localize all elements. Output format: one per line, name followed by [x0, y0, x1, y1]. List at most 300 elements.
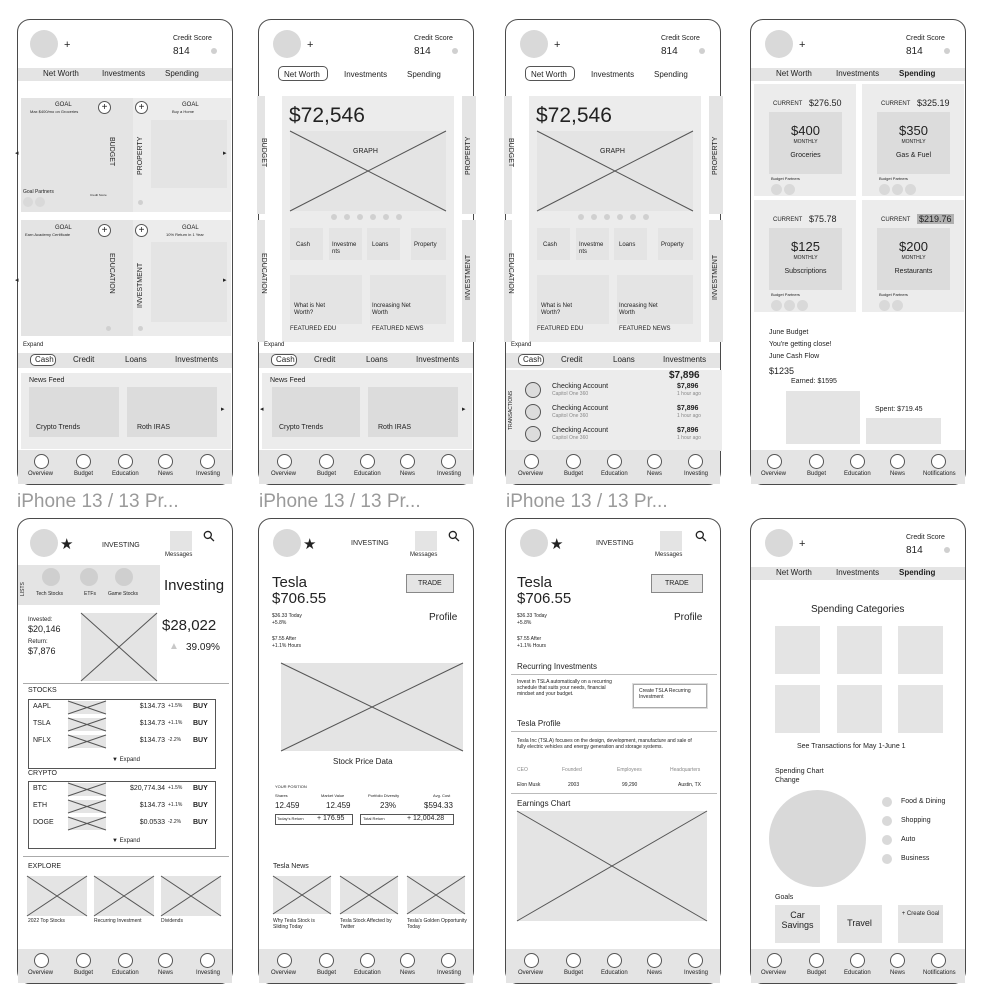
transaction-name[interactable]: Checking Account — [552, 405, 609, 412]
tab-credit[interactable]: Credit — [73, 355, 95, 364]
transaction-name[interactable]: Checking Account — [552, 427, 609, 434]
expand-link[interactable]: Expand — [23, 342, 44, 348]
avatar[interactable] — [520, 30, 548, 58]
featured-news-label: FEATURED NEWS — [619, 326, 671, 332]
trade-button[interactable] — [651, 574, 703, 593]
nav-notifications[interactable]: Notifications — [923, 471, 956, 477]
budget-amount: $400 — [791, 123, 820, 138]
category-label: Property — [414, 242, 437, 248]
investing-heading: Investing — [164, 577, 225, 594]
tab-credit[interactable]: Credit — [314, 355, 336, 364]
shares-value: 12.459 — [275, 801, 300, 810]
page-title: INVESTING — [596, 540, 634, 547]
transaction-icon — [525, 404, 541, 420]
category-label: Property — [661, 242, 684, 248]
ticker-price: $134.73 — [139, 802, 165, 809]
divider — [511, 793, 717, 794]
transactions-vertical-label: TRANSACTIONS — [508, 390, 514, 430]
tab-investments[interactable]: Investments — [175, 355, 219, 364]
phone-overview-goals — [17, 19, 233, 485]
goal-label: GOAL — [182, 102, 199, 108]
tab-net-worth[interactable]: Net Worth — [284, 70, 320, 79]
today-pct: +5.8% — [272, 620, 287, 626]
featured-edu-label: FEATURED EDU — [290, 326, 337, 332]
news-card[interactable] — [273, 876, 331, 914]
explore-card[interactable] — [27, 876, 87, 916]
budget-category: Gas & Fuel — [895, 152, 931, 159]
add-goal-icon[interactable]: + — [135, 101, 148, 114]
nav-education[interactable]: Education — [354, 970, 381, 976]
bottom-nav — [18, 450, 232, 484]
tab-spending[interactable]: Spending — [899, 568, 936, 577]
category-tile[interactable] — [775, 685, 820, 733]
stock-name: Tesla — [272, 574, 308, 591]
avatar[interactable] — [273, 529, 301, 557]
partner-avatar[interactable] — [905, 184, 916, 195]
trade-button[interactable] — [406, 574, 454, 593]
nav-budget[interactable]: Budget — [317, 471, 337, 477]
page-title: INVESTING — [102, 542, 140, 549]
featured-news-label: FEATURED NEWS — [372, 326, 424, 332]
plus-icon[interactable]: + — [799, 538, 806, 550]
chart-subtitle: Change — [775, 777, 800, 784]
frame-label: iPhone 13 / 13 Pr... — [259, 491, 421, 512]
tab-investments[interactable]: Investments — [591, 70, 635, 79]
tab-cash[interactable]: Cash — [523, 355, 542, 364]
news-card-title: Crypto Trends — [36, 424, 80, 431]
buy-button[interactable]: BUY — [193, 703, 208, 710]
tab-investments[interactable]: Investments — [344, 70, 388, 79]
nav-education[interactable]: Education — [354, 471, 381, 477]
divider — [511, 674, 717, 675]
news-feed-title: News Feed — [29, 377, 65, 384]
crypto-expand[interactable]: ▼ Expand — [112, 838, 140, 844]
divider — [511, 731, 717, 732]
legend-label: Auto — [901, 836, 916, 843]
today-change: $36.33 Today — [517, 613, 547, 619]
star-icon[interactable]: ★ — [303, 536, 317, 553]
partner-avatar[interactable] — [771, 300, 782, 311]
carousel-dot[interactable] — [396, 214, 402, 220]
chevron-left-icon[interactable]: ◂ — [15, 277, 19, 284]
graph-label: GRAPH — [600, 148, 625, 155]
page-title: INVESTING — [351, 540, 389, 547]
chevron-right-icon[interactable]: ▸ — [223, 150, 227, 157]
tab-investments[interactable]: Investments — [102, 69, 146, 78]
avatar[interactable] — [520, 529, 548, 557]
tab-net-worth[interactable]: Net Worth — [531, 70, 567, 79]
today-pct: +5.8% — [517, 620, 532, 626]
top-tabs — [751, 68, 965, 81]
nav-budget[interactable]: Budget — [807, 471, 827, 477]
carousel-dot[interactable] — [383, 214, 389, 220]
budget-amount: $200 — [899, 239, 928, 254]
tab-credit[interactable]: Credit — [561, 355, 583, 364]
return-label: Return: — [28, 639, 48, 645]
budget-partners-label: Budget Partners — [771, 176, 800, 181]
cash-flow-title: June Cash Flow — [769, 353, 820, 360]
avatar[interactable] — [765, 30, 793, 58]
nav-news[interactable]: News — [890, 471, 906, 477]
partner-avatar[interactable] — [879, 184, 890, 195]
featured-edu-title: What is Net Worth? — [294, 303, 326, 316]
plus-icon[interactable]: + — [64, 39, 71, 51]
current-label: CURRENT — [773, 217, 803, 223]
ticker-symbol[interactable]: BTC — [33, 785, 47, 792]
transaction-amount: $7,896 — [677, 427, 699, 434]
partner-avatar[interactable] — [23, 197, 33, 207]
legend-label: Shopping — [901, 817, 931, 824]
nav-overview[interactable]: Overview — [761, 970, 787, 976]
news-card[interactable] — [407, 876, 465, 914]
add-goal-icon[interactable]: + — [98, 224, 111, 237]
budget-category: Restaurants — [894, 268, 933, 275]
budget-vertical-label: BUDGET — [260, 138, 267, 168]
ticker-symbol[interactable]: NFLX — [33, 737, 51, 744]
carousel-dot[interactable] — [370, 214, 376, 220]
graph-placeholder — [537, 131, 693, 211]
sparkline-chart — [68, 783, 106, 796]
messages-icon[interactable] — [660, 531, 682, 551]
goal-label: GOAL — [55, 102, 72, 108]
goal-image — [25, 120, 100, 188]
nav-education[interactable]: Education — [844, 471, 871, 477]
profile-heading: Tesla Profile — [517, 719, 561, 728]
nav-education[interactable]: Education — [601, 471, 628, 477]
transaction-time: 1 hour ago — [677, 413, 701, 419]
goal-label: Car Savings — [781, 910, 814, 931]
tab-spending[interactable]: Spending — [654, 70, 688, 79]
budget-partners-label: Budget Partners — [771, 292, 800, 297]
buy-button[interactable]: BUY — [193, 720, 208, 727]
carousel-dot[interactable] — [604, 214, 610, 220]
nav-investing[interactable]: Investing — [684, 471, 709, 477]
cash-flow-value: $1235 — [769, 366, 795, 376]
tab-loans[interactable]: Loans — [366, 355, 388, 364]
ticker-price: $20,774.34 — [129, 785, 165, 792]
chevron-right-icon[interactable]: ▸ — [462, 406, 466, 413]
nav-education[interactable]: Education — [844, 970, 871, 976]
list-game[interactable] — [115, 568, 133, 586]
nav-overview[interactable]: Overview — [28, 970, 54, 976]
nav-news[interactable]: News — [400, 471, 416, 477]
tab-spending[interactable]: Spending — [407, 70, 441, 79]
hq-value: Austin, TX — [678, 782, 701, 788]
today-return-label: Today's Return — [277, 816, 304, 821]
ticker-symbol[interactable]: AAPL — [33, 703, 51, 710]
buy-button[interactable]: BUY — [193, 819, 208, 826]
credit-score-label: Credit Score — [906, 35, 945, 42]
category-tile[interactable] — [837, 626, 882, 674]
profile-description: Tesla Inc (TSLA) focuses on the design, development, manufacture and sale of fully electric vehicles and energy generation and storage systems. — [517, 738, 692, 750]
goal-label: Travel — [847, 918, 872, 928]
after-hours-pct: +1.1% Hours — [517, 643, 547, 649]
top-tabs — [751, 567, 965, 580]
chevron-left-icon[interactable]: ◂ — [260, 406, 264, 413]
messages-label: Messages — [165, 552, 193, 558]
sparkline-chart — [68, 701, 106, 714]
nav-education[interactable]: Education — [601, 970, 628, 976]
diversity-label: Portfolio Diversity — [368, 793, 400, 798]
star-icon[interactable]: ★ — [550, 536, 564, 553]
after-hours-change: $7.55 After — [272, 636, 297, 642]
ticker-symbol[interactable]: ETH — [33, 802, 47, 809]
nav-budget[interactable]: Budget — [807, 970, 827, 976]
nav-education[interactable]: Education — [112, 970, 139, 976]
credit-score-value: 814 — [414, 46, 431, 57]
ticker-price: $134.73 — [139, 720, 165, 727]
category-tile[interactable] — [898, 685, 943, 733]
messages-icon[interactable] — [415, 531, 437, 551]
sparkline-chart — [68, 817, 106, 830]
avatar[interactable] — [765, 529, 793, 557]
nav-news[interactable]: News — [647, 970, 663, 976]
add-goal-icon[interactable]: + — [98, 101, 111, 114]
credit-dot — [699, 48, 705, 54]
budget-vertical-label: BUDGET — [507, 138, 514, 168]
spent-bar — [866, 418, 941, 444]
category-tile[interactable] — [898, 626, 943, 674]
budget-status: You're getting close! — [769, 341, 832, 348]
phone-spending-categories — [750, 518, 966, 984]
profile-link[interactable]: Profile — [429, 612, 458, 623]
ticker-price: $134.73 — [139, 737, 165, 744]
explore-heading: EXPLORE — [28, 863, 62, 870]
nav-investing[interactable]: Investing — [196, 970, 221, 976]
news-card[interactable] — [340, 876, 398, 914]
nav-budget[interactable]: Budget — [317, 970, 337, 976]
nav-news[interactable]: News — [158, 471, 174, 477]
explore-label: 2022 Top Stocks — [28, 918, 65, 924]
nav-overview[interactable]: Overview — [761, 471, 787, 477]
nav-news[interactable]: News — [400, 970, 416, 976]
tab-spending[interactable]: Spending — [899, 69, 936, 78]
plus-icon[interactable]: + — [307, 39, 314, 51]
nav-investing[interactable]: Investing — [684, 970, 709, 976]
partner-avatar[interactable] — [892, 300, 903, 311]
bottom-nav — [751, 450, 965, 484]
nav-budget[interactable]: Budget — [564, 970, 584, 976]
avatar[interactable] — [30, 30, 58, 58]
nav-overview[interactable]: Overview — [518, 471, 544, 477]
create-recurring-label: Create TSLA Recurring Investment — [639, 688, 691, 700]
invested-value: $20,146 — [28, 624, 61, 634]
goal-description: 10% Return in 1 Year — [166, 232, 204, 237]
news-card-title: Crypto Trends — [279, 424, 323, 431]
current-value: $75.78 — [809, 214, 837, 224]
current-label: CURRENT — [881, 101, 911, 107]
nav-budget[interactable]: Budget — [74, 970, 94, 976]
star-icon[interactable]: ★ — [60, 536, 74, 553]
portfolio-chart — [81, 613, 157, 681]
goals-heading: Goals — [775, 894, 794, 901]
after-hours-pct: +1.1% Hours — [272, 643, 302, 649]
partner-avatar[interactable] — [784, 184, 795, 195]
shares-label: Shares — [275, 793, 288, 798]
buy-button[interactable]: BUY — [193, 737, 208, 744]
tab-investments[interactable]: Investments — [836, 568, 880, 577]
tab-spending[interactable]: Spending — [165, 69, 199, 78]
carousel-dot[interactable] — [357, 214, 363, 220]
nav-budget[interactable]: Budget — [564, 471, 584, 477]
carousel-dot[interactable] — [643, 214, 649, 220]
carousel-dot[interactable] — [578, 214, 584, 220]
add-goal-icon[interactable]: + — [135, 224, 148, 237]
position-heading: YOUR POSITION — [275, 784, 307, 789]
tab-net-worth[interactable]: Net Worth — [776, 568, 812, 577]
avatar[interactable] — [273, 30, 301, 58]
list-label: ETFs — [84, 591, 96, 597]
carousel-dot[interactable] — [630, 214, 636, 220]
category-label: Loans — [619, 242, 636, 248]
goal-description: Buy a Home — [172, 109, 195, 114]
bottom-nav — [506, 450, 720, 484]
partner-avatar[interactable] — [35, 197, 45, 207]
spent-label: Spent: $719.45 — [875, 406, 923, 413]
tab-investments[interactable]: Investments — [416, 355, 460, 364]
buy-button[interactable]: BUY — [193, 785, 208, 792]
tab-cash[interactable]: Cash — [35, 355, 54, 364]
tab-net-worth[interactable]: Net Worth — [43, 69, 79, 78]
transaction-amount: $7,896 — [677, 383, 699, 390]
goal-image — [151, 120, 227, 188]
net-worth-value: $72,546 — [536, 104, 612, 127]
chevron-right-icon[interactable]: ▸ — [221, 406, 225, 413]
expand-link[interactable]: Expand — [511, 342, 532, 348]
partner-avatar[interactable] — [784, 300, 795, 311]
credit-dot — [944, 547, 950, 553]
phone-tesla-profile — [505, 518, 721, 984]
goal-partners-label: Goal Partners — [23, 189, 54, 195]
buy-button[interactable]: BUY — [193, 802, 208, 809]
carousel-dot[interactable] — [617, 214, 623, 220]
ticker-symbol[interactable]: TSLA — [33, 720, 51, 727]
chevron-left-icon[interactable]: ◂ — [15, 150, 19, 157]
credit-score-value: 814 — [906, 545, 923, 556]
nav-notifications[interactable]: Notifications — [923, 970, 956, 976]
see-transactions-link[interactable]: See Transactions for May 1-June 1 — [797, 743, 906, 750]
category-tile[interactable] — [837, 685, 882, 733]
tab-loans[interactable]: Loans — [613, 355, 635, 364]
tab-cash[interactable]: Cash — [276, 355, 295, 364]
ticker-symbol[interactable]: DOGE — [33, 819, 54, 826]
credit-score-small: Credit Score — [90, 193, 107, 197]
total-return-value: + 12,004.28 — [407, 815, 445, 822]
ticker-change: +1.1% — [168, 720, 183, 726]
nav-news[interactable]: News — [647, 471, 663, 477]
budget-amount: $350 — [899, 123, 928, 138]
sub-tabs — [259, 353, 473, 368]
crypto-heading: CRYPTO — [28, 770, 57, 777]
nav-overview[interactable]: Overview — [518, 970, 544, 976]
status-dot — [138, 200, 143, 205]
plus-icon[interactable]: + — [554, 39, 561, 51]
tab-loans[interactable]: Loans — [125, 355, 147, 364]
lists-vertical-label: LISTS — [20, 582, 26, 596]
messages-icon[interactable] — [170, 531, 192, 551]
list-tech[interactable] — [42, 568, 60, 586]
chevron-right-icon[interactable]: ▸ — [223, 277, 227, 284]
education-vertical-label: EDUCATION — [260, 253, 267, 294]
nav-news[interactable]: News — [890, 970, 906, 976]
founded-value: 2003 — [568, 782, 580, 788]
nav-education[interactable]: Education — [112, 471, 139, 477]
earnings-chart — [517, 811, 707, 921]
messages-label: Messages — [410, 552, 438, 558]
nav-overview[interactable]: Overview — [271, 471, 297, 477]
search-icon[interactable]: ⚲ — [444, 526, 465, 547]
phone-net-worth-transactions — [505, 19, 721, 485]
goal-description: Earn Academy Certificate — [25, 232, 71, 237]
partner-avatar[interactable] — [797, 300, 808, 311]
explore-card[interactable] — [94, 876, 154, 916]
legend-label: Food & Dining — [901, 798, 946, 805]
featured-news-title: Increasing Net Worth — [619, 303, 658, 316]
transaction-name[interactable]: Checking Account — [552, 383, 609, 390]
stocks-heading: STOCKS — [28, 687, 57, 694]
employees-value: 99,290 — [622, 782, 638, 788]
nav-investing[interactable]: Investing — [437, 970, 462, 976]
legend-swatch — [882, 797, 892, 807]
nav-news[interactable]: News — [158, 970, 174, 976]
carousel-dot[interactable] — [344, 214, 350, 220]
portfolio-total: $28,022 — [162, 617, 217, 634]
hq-label: Headquarters — [670, 767, 701, 773]
profile-link[interactable]: Profile — [674, 612, 703, 623]
diversity-value: 23% — [380, 801, 397, 810]
carousel-dot[interactable] — [591, 214, 597, 220]
plus-icon[interactable]: + — [799, 39, 806, 51]
avatar[interactable] — [30, 529, 58, 557]
partner-avatar[interactable] — [879, 300, 890, 311]
partner-avatar[interactable] — [892, 184, 903, 195]
nav-budget[interactable]: Budget — [74, 471, 94, 477]
credit-dot — [452, 48, 458, 54]
nav-investing[interactable]: Investing — [196, 471, 221, 477]
list-etfs[interactable] — [80, 568, 98, 586]
search-icon[interactable]: ⚲ — [691, 526, 712, 547]
transaction-icon — [525, 426, 541, 442]
ticker-price: $134.73 — [139, 703, 165, 710]
credit-score-label: Credit Score — [173, 35, 212, 42]
nav-investing[interactable]: Investing — [437, 471, 462, 477]
credit-dot — [944, 48, 950, 54]
tab-investments[interactable]: Investments — [836, 69, 880, 78]
partner-avatar[interactable] — [771, 184, 782, 195]
create-recurring-button[interactable] — [633, 684, 707, 708]
chart-title: Stock Price Data — [333, 757, 393, 766]
avg-cost-label: Avg. Cost — [433, 793, 451, 798]
carousel-dot[interactable] — [331, 214, 337, 220]
tab-net-worth[interactable]: Net Worth — [776, 69, 812, 78]
triangle-up-icon: ▲ — [169, 641, 179, 652]
nav-overview[interactable]: Overview — [28, 471, 54, 477]
stocks-expand[interactable]: ▼ Expand — [112, 757, 140, 763]
search-icon[interactable]: ⚲ — [199, 526, 220, 547]
nav-overview[interactable]: Overview — [271, 970, 297, 976]
category-label: Loans — [372, 242, 389, 248]
explore-card[interactable] — [161, 876, 221, 916]
current-value: $325.19 — [917, 98, 950, 108]
news-heading: Tesla News — [273, 863, 309, 870]
tab-investments[interactable]: Investments — [663, 355, 707, 364]
expand-link[interactable]: Expand — [264, 342, 285, 348]
news-card-title: Roth IRAS — [137, 424, 171, 431]
explore-label: Dividends — [161, 918, 183, 924]
category-tile[interactable] — [775, 626, 820, 674]
earned-bar — [786, 391, 860, 444]
credit-score-value: 814 — [906, 46, 923, 57]
